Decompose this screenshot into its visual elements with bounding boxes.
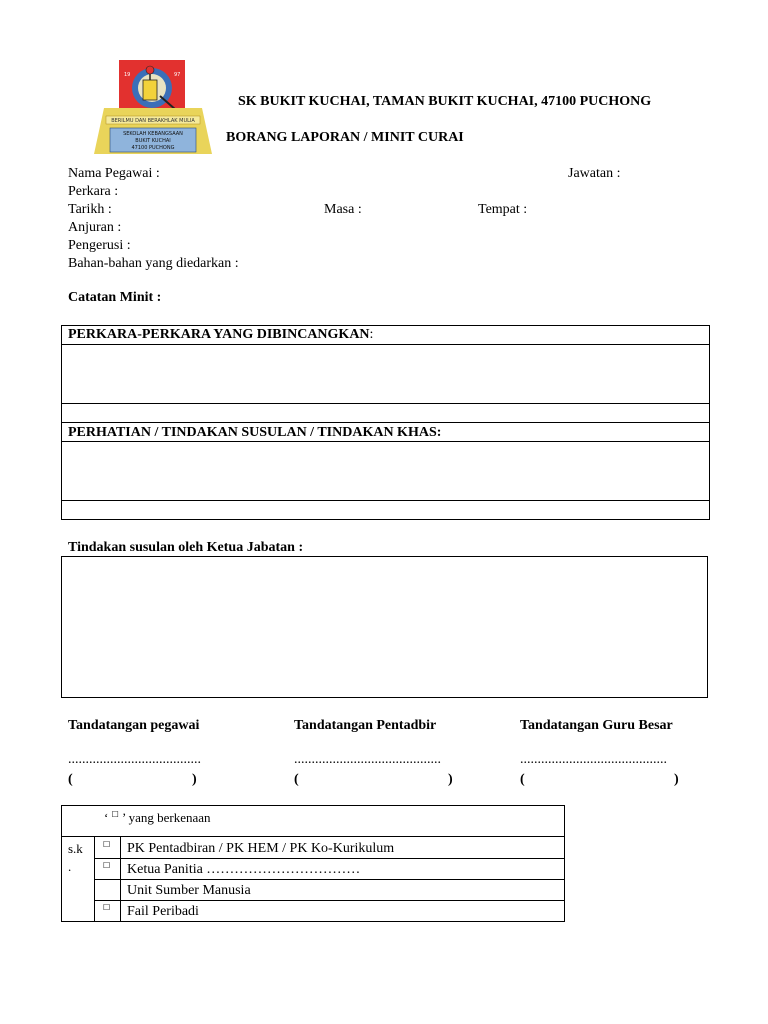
- sig-pentadbir-close-paren: ): [448, 772, 453, 787]
- divider: [120, 836, 121, 922]
- sig-pegawai-open-paren: (: [68, 772, 73, 787]
- cc-row-fail-peribadi: Fail Peribadi: [127, 904, 199, 919]
- logo-motto: BERILMU DAN BERAKHLAK MULIA: [111, 118, 195, 124]
- field-perkara: Perkara :: [68, 184, 119, 199]
- checkbox-icon[interactable]: ☐: [103, 840, 111, 849]
- cc-row-unit-sumber: Unit Sumber Manusia: [127, 883, 251, 898]
- divider: [61, 500, 710, 501]
- logo-line1: SEKOLAH KEBANGSAAN: [123, 131, 183, 137]
- perhatian-content-area[interactable]: [62, 442, 709, 500]
- sig-gurubesar-open-paren: (: [520, 772, 525, 787]
- perhatian-header: PERHATIAN / TINDAKAN SUSULAN / TINDAKAN KHAS:: [68, 425, 442, 440]
- logo-year-left: 19: [124, 72, 131, 78]
- cc-header-open-quote: ‘: [104, 810, 109, 825]
- sig-gurubesar-close-paren: ): [674, 772, 679, 787]
- perkara-header-label: PERKARA-PERKARA YANG DIBINCANGKAN: [68, 327, 370, 342]
- perkara-header: [68, 327, 373, 343]
- form-title: BORANG LAPORAN / MINIT CURAI: [226, 130, 464, 145]
- sig-pentadbir-label: Tandatangan Pentadbir: [294, 718, 437, 733]
- logo-line3: 47100 PUCHONG: [131, 145, 175, 151]
- sig-gurubesar-label: Tandatangan Guru Besar: [520, 718, 673, 733]
- school-name: SK BUKIT KUCHAI, TAMAN BUKIT KUCHAI, 47100 PUCHONG: [238, 94, 652, 109]
- perkara-content-area[interactable]: [62, 345, 709, 403]
- divider: [94, 858, 565, 859]
- field-masa: Masa :: [324, 202, 362, 217]
- divider: [94, 900, 565, 901]
- divider: [61, 836, 565, 837]
- sk-dot: .: [68, 859, 72, 874]
- sig-pentadbir-line[interactable]: ..........................................: [294, 752, 441, 767]
- cc-row-pk: PK Pentadbiran / PK HEM / PK Ko-Kurikulum: [127, 841, 395, 856]
- checkbox-icon: ☐: [111, 810, 119, 819]
- checkbox-icon[interactable]: ☐: [103, 903, 111, 912]
- cc-row-ketua-panitia: Ketua Panitia ……………………………: [127, 862, 361, 877]
- tindakan-box[interactable]: [61, 556, 708, 698]
- sig-pentadbir-open-paren: (: [294, 772, 299, 787]
- field-bahan: Bahan-bahan yang diedarkan :: [68, 256, 239, 271]
- divider: [94, 836, 95, 922]
- perkara-header-colon: :: [369, 327, 374, 342]
- sig-pegawai-close-paren: ): [192, 772, 197, 787]
- school-logo: [94, 58, 212, 156]
- field-anjuran: Anjuran :: [68, 220, 122, 235]
- catatan-minit-label: Catatan Minit :: [68, 290, 162, 305]
- logo-line2: BUKIT KUCHAI: [135, 138, 171, 144]
- field-nama-pegawai: Nama Pegawai :: [68, 166, 160, 181]
- sig-pegawai-line[interactable]: ......................................: [68, 752, 201, 767]
- field-jawatan: Jawatan :: [568, 166, 621, 181]
- field-pengerusi: Pengerusi :: [68, 238, 131, 253]
- sk-label: s.k: [68, 841, 83, 856]
- cc-table-header: [104, 807, 211, 825]
- sig-pegawai-label: Tandatangan pegawai: [68, 718, 200, 733]
- tindakan-label: Tindakan susulan oleh Ketua Jabatan :: [68, 540, 304, 555]
- logo-year-right: 97: [174, 72, 181, 78]
- divider: [61, 422, 710, 423]
- cc-header-text: ’ yang berkenaan: [122, 810, 211, 825]
- divider: [61, 403, 710, 404]
- field-tarikh: Tarikh :: [68, 202, 112, 217]
- divider: [94, 879, 565, 880]
- sig-gurubesar-line[interactable]: ..........................................: [520, 752, 667, 767]
- checkbox-icon[interactable]: ☐: [103, 861, 111, 870]
- field-tempat: Tempat :: [478, 202, 528, 217]
